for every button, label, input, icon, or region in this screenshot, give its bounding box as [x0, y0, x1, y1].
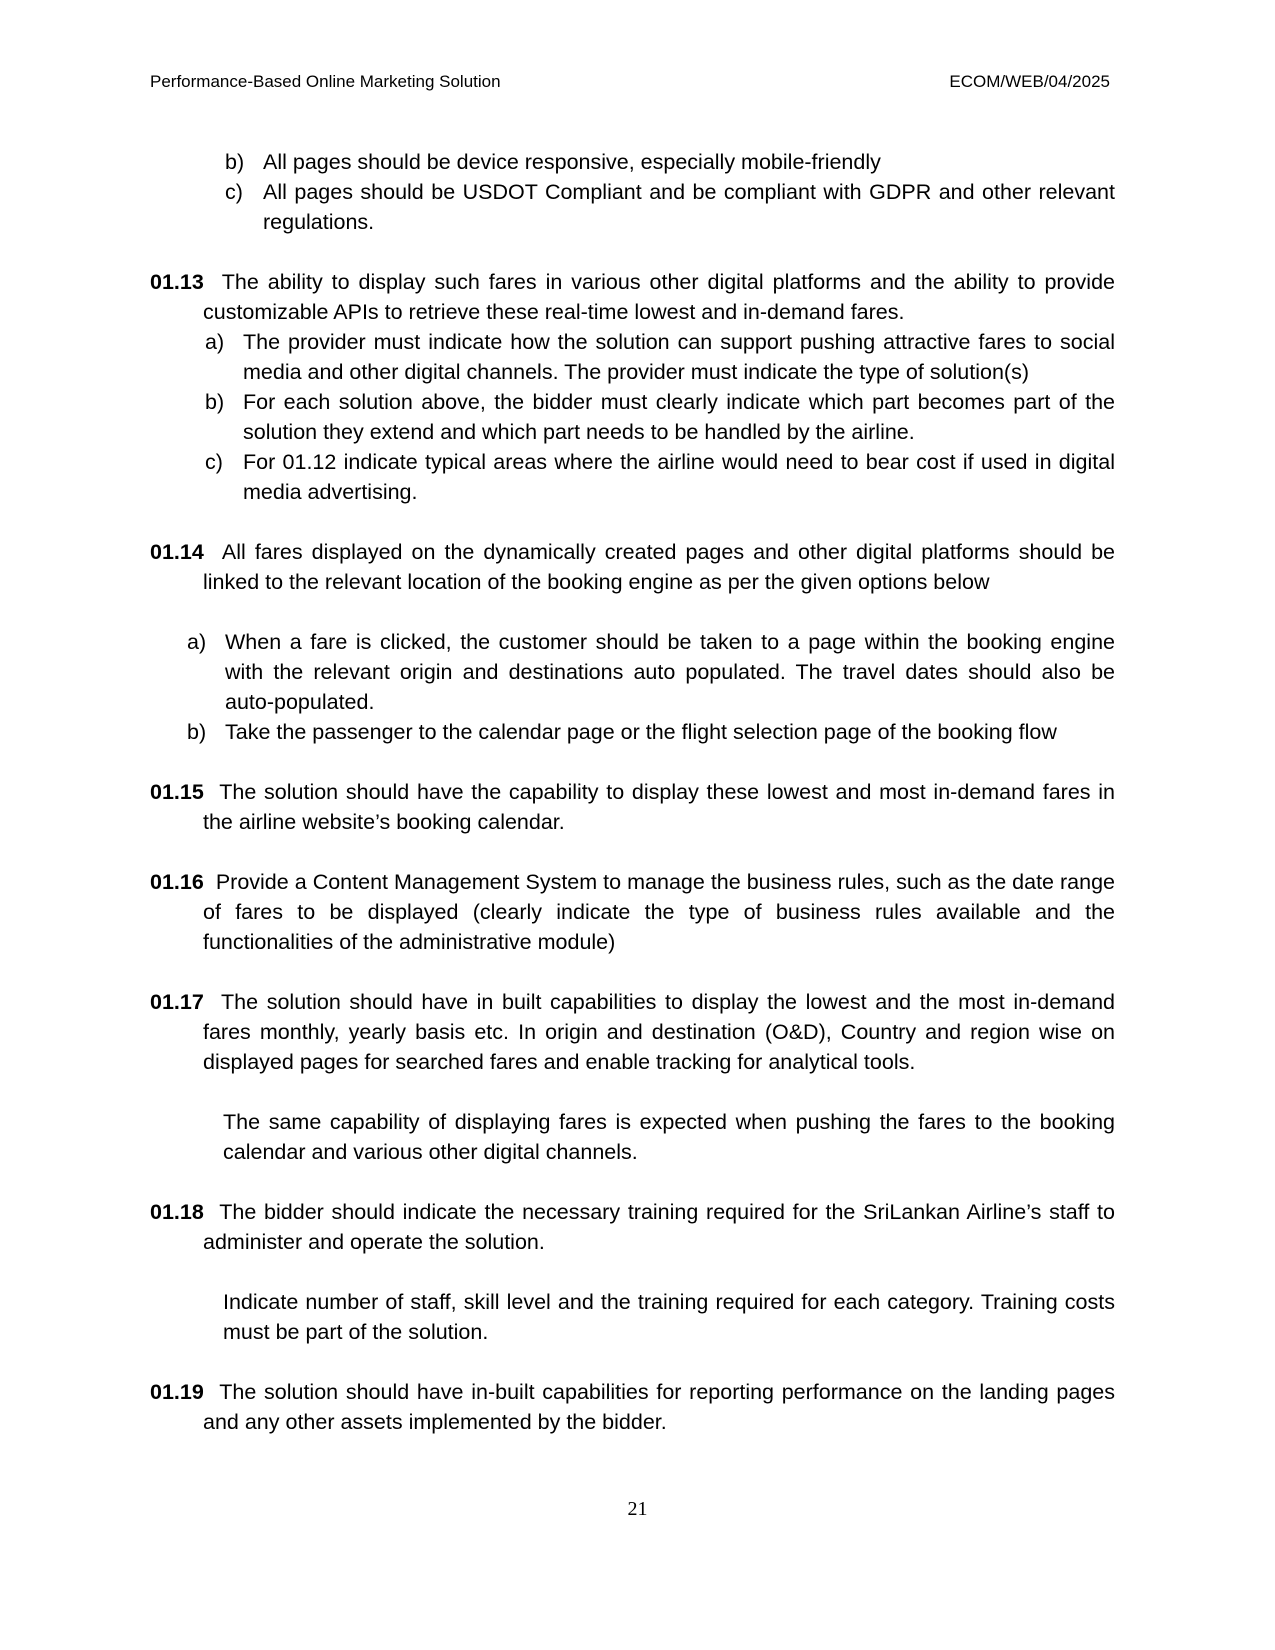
section-number: 01.16 — [150, 870, 204, 894]
list-item-label: a) — [187, 630, 207, 654]
section-text: The bidder should indicate the necessary training required for the SriLankan Airline’s staff to administer and operate the solution. — [203, 1200, 1115, 1254]
list-item — [225, 147, 1115, 177]
section-heading — [150, 1377, 1115, 1437]
list-item-text: For 01.12 indicate typical areas where the airline would need to bear cost if used in digital media advertising. — [243, 450, 1115, 504]
section-number: 01.18 — [150, 1200, 204, 1224]
section-heading — [150, 867, 1115, 957]
section-number: 01.13 — [150, 270, 204, 294]
list-item-text: All pages should be USDOT Compliant and be compliant with GDPR and other relevant regulations. — [263, 180, 1115, 234]
section-number: 01.15 — [150, 780, 204, 804]
list-item-text: The provider must indicate how the solution can support pushing attractive fares to social media and other digital channels. The provider must indicate the type of solution(s) — [243, 330, 1115, 384]
list-item-label: c) — [205, 450, 223, 474]
list-item — [187, 627, 1115, 717]
list-item-text: When a fare is clicked, the customer should be taken to a page within the booking engine with the relevant origin and destinations auto populated. The travel dates should also be auto-populated. — [225, 630, 1115, 714]
section-heading — [150, 267, 1115, 327]
section-text: The ability to display such fares in various other digital platforms and the ability to provide customizable APIs to retrieve these real-time lowest and in-demand fares. — [203, 270, 1115, 324]
header-document-code: ECOM/WEB/04/2025 — [949, 72, 1110, 91]
continuation-list — [150, 147, 1115, 237]
list-item-text: Take the passenger to the calendar page or the flight selection page of the booking flow — [225, 720, 1057, 744]
list-item-label: c) — [225, 180, 243, 204]
list-item-label: b) — [225, 150, 245, 174]
header-document-title: Performance-Based Online Marketing Solution — [150, 72, 501, 91]
list-item — [225, 177, 1115, 237]
page-body — [150, 147, 1115, 1437]
section-01-19 — [150, 1377, 1115, 1437]
section-heading — [150, 777, 1115, 837]
section-heading — [150, 537, 1115, 597]
list-item — [205, 327, 1115, 387]
section-number: 01.19 — [150, 1380, 204, 1404]
section-text: The solution should have the capability to display these lowest and most in-demand fares in the airline website’s booking calendar. — [203, 780, 1115, 834]
section-01-15 — [150, 777, 1115, 837]
page-number: 21 — [627, 1498, 648, 1520]
list-item-label: a) — [205, 330, 225, 354]
list-item-text: All pages should be device responsive, especially mobile-friendly — [263, 150, 881, 174]
section-heading — [150, 1197, 1115, 1257]
section-list — [150, 627, 1115, 747]
list-item — [205, 447, 1115, 507]
section-01-13 — [150, 267, 1115, 507]
section-number: 01.17 — [150, 990, 204, 1014]
section-01-14 — [150, 537, 1115, 747]
list-item — [187, 717, 1115, 747]
section-text: The solution should have in-built capabilities for reporting performance on the landing pages and any other assets implemented by the bidder. — [203, 1380, 1115, 1434]
section-text: The solution should have in built capabilities to display the lowest and the most in-demand fares monthly, yearly basis etc. In origin and destination (O&D), Country and region wise on displayed pages for searched fares and enable tracking for analytical tools. — [203, 990, 1115, 1074]
section-01-17 — [150, 987, 1115, 1167]
section-text: All fares displayed on the dynamically created pages and other digital platforms should be linked to the relevant location of the booking engine as per the given options below — [203, 540, 1115, 594]
section-heading — [150, 987, 1115, 1077]
section-paragraph: The same capability of displaying fares is expected when pushing the fares to the booking calendar and various other digital channels. — [223, 1110, 1115, 1164]
list-item-label: b) — [205, 390, 225, 414]
section-paragraph: Indicate number of staff, skill level and the training required for each category. Training costs must be part of the solution. — [223, 1290, 1115, 1344]
list-item-label: b) — [187, 720, 207, 744]
section-number: 01.14 — [150, 540, 204, 564]
section-01-16 — [150, 867, 1115, 957]
section-list — [150, 327, 1115, 507]
list-item-text: For each solution above, the bidder must clearly indicate which part becomes part of the solution they extend and which part needs to be handled by the airline. — [243, 390, 1115, 444]
section-01-18 — [150, 1197, 1115, 1347]
section-text: Provide a Content Management System to manage the business rules, such as the date range of fares to be displayed (clearly indicate the type of business rules available and the functionalities of the administrative module) — [203, 870, 1116, 954]
list-item — [205, 387, 1115, 447]
